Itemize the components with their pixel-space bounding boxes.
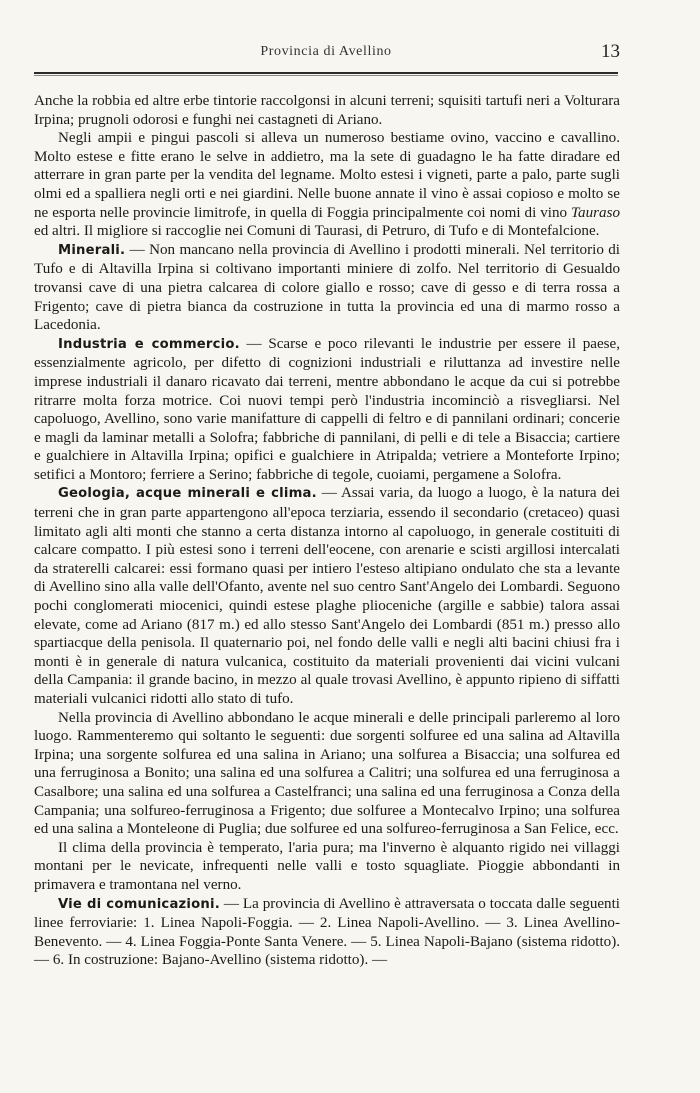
section-heading: Industria e commercio. (58, 336, 240, 352)
paragraph-vie (34, 895, 620, 970)
page-number: 13 (601, 41, 620, 62)
paragraph-text: — La provincia di Avellino è attraversata o toccata dalle seguenti linee ferroviarie: 1. Linea Napoli-Foggia. — 2. Linea Napoli-Avellino. — 3. Linea Avellino-Benevento. — 4. Linea Foggia-Ponte Santa Venere. — 5. Linea Napoli-Bajano (sistema ridotto). — 6. In costruzione: Bajano-Avellino (sistema ridotto). — (34, 895, 620, 969)
paragraph-clima (34, 839, 620, 895)
paragraph-text: Il clima della provincia è temperato, l'aria pura; ma l'inverno è alquanto rigido nei villaggi montani per le nevicate, infrequenti nelle valli e tosto squagliate. Pioggie abbondanti in primavera e tramontana nel verno. (34, 839, 620, 893)
paragraph-robbia (34, 92, 620, 129)
section-heading: Geologia, acque minerali e clima. (58, 486, 317, 502)
paragraph-text: — Non mancano nella provincia di Avellino i prodotti minerali. Nel territorio di Tufo e di Altavilla Irpina si coltivano importanti miniere di zolfo. Nel territorio di Gesualdo trovansi cave di una pietra calcarea di colore giallo e rosso; cave di gesso e di terra rossa a Frigento; cave di pietra bianca da costruzione in tutta la provincia ed una di marmo rosso a Lacedonia. (34, 241, 620, 334)
section-heading: Minerali. (58, 242, 126, 258)
paragraph-acque (34, 709, 620, 839)
paragraph-text: — Assai varia, da luogo a luogo, è la natura dei terreni che in gran parte appartengono all'epoca terziaria, essendo il secondario (cretaceo) quasi limitato agli alti monti che stanno a certa distanza intorno al capoluogo, in generale costituiti di calcare compatto. I più estesi sono i terreni dell'eocene, con arenarie e scisti argillosi intercalati da straterelli calcarei: essi formano quasi per intiero l'esteso altipiano ondulato che sta a levante di Avellino sino alla valle dell'Ofanto, avente nel suo centro Sant'Angelo dei Lombardi. Seguono pochi conglomerati miocenici, quindi estese plaghe plioceniche (argille e sabbie) talora assai elevate, come ad Ariano (817 m.) ed allo stesso Sant'Angelo dei Lombardi (851 m.) presso allo spartiacque della penisola. Il quaternario poi, nel fondo delle valli e negli alti bacini chiusi fra i monti è in generale di natura vulcanica, costituito da materiali provenienti dai vicini vulcani della Campania: il grande bacino, in mezzo al quale trovasi Avellino, è appunto ripieno di siffatti materiali vulcanici ridotti allo stato di tufo. (34, 485, 620, 707)
running-head: Provincia di Avellino (260, 44, 392, 59)
paragraph-text: Anche la robbia ed altre erbe tintorie raccolgonsi in alcuni terreni; squisiti tartufi neri a Volturara Irpina; prugnoli odorosi e funghi nei castagneti di Ariano. (34, 93, 620, 128)
paragraph-industria (34, 335, 620, 485)
italic-term: Tauraso (571, 204, 620, 221)
body-text (34, 92, 620, 970)
paragraph-minerali (34, 241, 620, 335)
paragraph-text: ed altri. Il migliore si raccoglie nei Comuni di Taurasi, di Petruro, di Tufo e di Montefalcione. (34, 223, 600, 240)
header-rule (34, 72, 618, 74)
paragraph-geologia (34, 484, 620, 708)
paragraph-text: Negli ampii e pingui pascoli si alleva un numeroso bestiame ovino, vaccino e cavallino. Molto estese e fitte erano le selve in addietro, ma la sete di guadagno le ha fatte diradare ed atterrare in gran parte per la vendita del legname. Molto estesi i vigneti, parte a palo, parte sugli olmi ed a spalliera negli orti e nei giardini. Nelle buone annate il vino è assai copioso e molto se ne esporta nelle provincie limitrofe, in quella di Foggia principalmente coi nomi di vino (34, 130, 620, 221)
paragraph-text: Nella provincia di Avellino abbondano le acque minerali e delle principali parleremo al loro luogo. Rammenteremo qui soltanto le seguenti: due sorgenti solfuree ed una salina ad Altavilla Irpina; una sorgente solfurea ed una salina in Ariano; una solfurea a Bisaccia; una solfurea ed una ferruginosa a Bonito; una salina ed una solfurea a Calitri; una solfurea ed una ferruginosa a Casalbore; una salina ed una solfurea a Castelfranci; una salina ed una ferruginosa a Conza della Campania; una solfureo-ferruginosa a Frigento; due solfuree a Montecalvo Irpino; una solfurea ed una salina a Monteleone di Puglia; due solfuree ed una solfureo-ferruginosa a San Felice, ecc. (34, 709, 620, 838)
section-heading: Vie di comunicazioni. (58, 896, 220, 912)
header-rule-thin (34, 75, 618, 76)
paragraph-pascoli (34, 129, 620, 241)
page-header (34, 42, 618, 64)
paragraph-text: — Scarse e poco rilevanti le industrie per essere il paese, essenzialmente agricolo, per difetto di cognizioni industriali e riluttanza ad investire nelle imprese industriali il danaro ricavato dai terreni, mentre abbondano le acque da cui si potrebbe ritrarre molta forza motrice. Coi nuovi tempi però l'industria incominciò a risvegliarsi. Nel capoluogo, Avellino, sono varie manifatture di cappelli di feltro e di pannilani ordinari; concerie e magli da laminar metalli a Solofra; fabbriche di pannilani, di pelli e di tele a Bisaccia; cartiere e gualchiere in Altavilla Irpina; opifici e gualchiere in Atripalda; vetriere a Monteforte Irpino; setifici a Montoro; ferriere a Serino; fabbriche di tegole, cuoiami, pergamene a Solofra. (34, 335, 620, 483)
